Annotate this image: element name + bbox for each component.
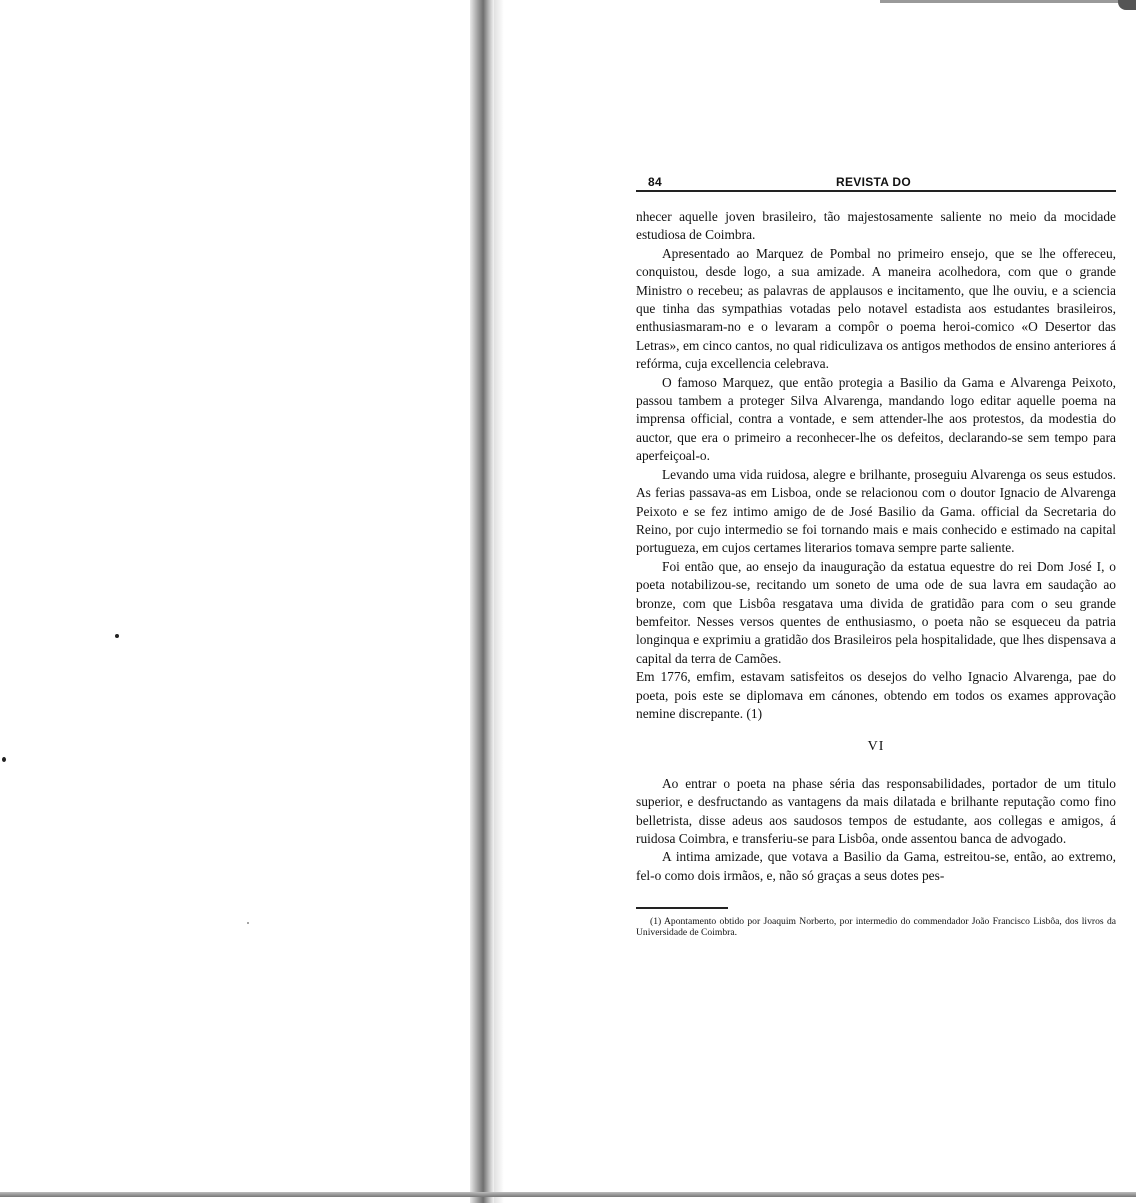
running-head — [636, 172, 1116, 192]
footnote: (1) Apontamento obtido por Joaquim Norberto, por intermedio do commendador João Francisco Lisbôa, dos livros da Universidade de Coimbra. — [636, 915, 1116, 938]
paragraph: O famoso Marquez, que então protegia a Basilio da Gama e Alvarenga Peixoto, passou tambem a proteger Silva Alvarenga, mandando logo editar aquelle poema na imprensa official, contra a vontade, e sem attender-lhe aos protestos, da modestia do auctor, que era o primeiro a reconhecer-lhe os defeitos, declarando-se sem tempo para aperfeiçoal-o. — [636, 374, 1116, 464]
spine-shadow — [494, 0, 504, 1203]
paragraph: Levando uma vida ruidosa, alegre e brilhante, proseguiu Alvarenga os seus estudos. As ferias passava-as em Lisboa, onde se relacionou com o doutor Ignacio de Alvarenga Peixoto e se fez intimo amigo de de José Basilio da Gama. official da Secretaria do Reino, por cujo intermedio se foi tornando mais e mais conhecido e estimado na capital portugueza, em cujos certames literarios tomava sempre parte saliente. — [636, 466, 1116, 556]
ink-speck — [115, 634, 119, 638]
ink-speck — [247, 922, 249, 924]
section-heading: VI — [867, 739, 885, 755]
bottom-page-edge — [0, 1192, 1136, 1197]
paragraph: A intima amizade, que votava a Basilio da Gama, estreitou-se, então, ao extremo, fel-o como dois irmãos, e, não só graças a seus dotes pes- — [636, 849, 1116, 883]
body-text — [636, 208, 1116, 885]
paragraph: Foi então que, ao ensejo da inauguração da estatua equestre do rei Dom José I, o poeta notabilizou-se, recitando um soneto de uma ode de sua lavra em saudação ao bronze, com que Lisbôa resgatava uma divida de gratidão para com o seu grande bemfeitor. Nesses versos quentes de enthusiasmo, o poeta não se esqueceu da patria longinqua e exprimiu a gratidão dos Brasileiros pela hospitalidade, que lhes dispensava a capital da terra de Camões. — [636, 558, 1116, 666]
paragraph: Em 1776, emfim, estavam satisfeitos os desejos do velho Ignacio Alvarenga, pae do poeta, pois este se diplomava em cánones, obtendo em todos os exames approvação nemine discrepante. (1) — [636, 669, 1116, 721]
footnote-rule — [636, 907, 728, 909]
ink-speck — [2, 757, 6, 762]
header-rule — [636, 190, 1116, 192]
paragraph: nhecer aquelle joven brasileiro, tão majestosamente saliente no meio da mocidade estudiosa de Coimbra. — [636, 209, 1116, 243]
top-page-edge — [880, 0, 1136, 3]
book-spine — [470, 0, 494, 1203]
page-number: 84 — [648, 175, 662, 189]
document-page — [636, 172, 1116, 938]
page-header: REVISTA DO — [836, 175, 912, 189]
paragraph: Ao entrar o poeta na phase séria das responsabilidades, portador de um titulo superior, e desfructando as vantagens da mais dilatada e brilhante reputação como fino belletrista, disse adeus aos saudosos tempos de estudante, aos collegas e amigos, á ruidosa Coimbra, e transferiu-se para Lisbôa, onde assentou banca de advogado. — [636, 775, 1116, 846]
paragraph: Apresentado ao Marquez de Pombal no primeiro ensejo, que se lhe offereceu, conquistou, desde logo, a sua amizade. A maneira acolhedora, com que o grande Ministro o recebeu; as palavras de applausos e incitamento, que lhe ouviu, e a sciencia que tinha das sympathias votadas pelo notavel estadista aos estudantes brasileiros, enthusiasmaram-no e o levaram a compôr o poema heroi-comico «O Desertor das Letras», em cinco cantos, no qual ridiculizava os antigos methodos de ensino anteriores á refórma, cuja excellencia celebrava. — [636, 245, 1116, 372]
top-corner-edge — [1118, 0, 1136, 10]
